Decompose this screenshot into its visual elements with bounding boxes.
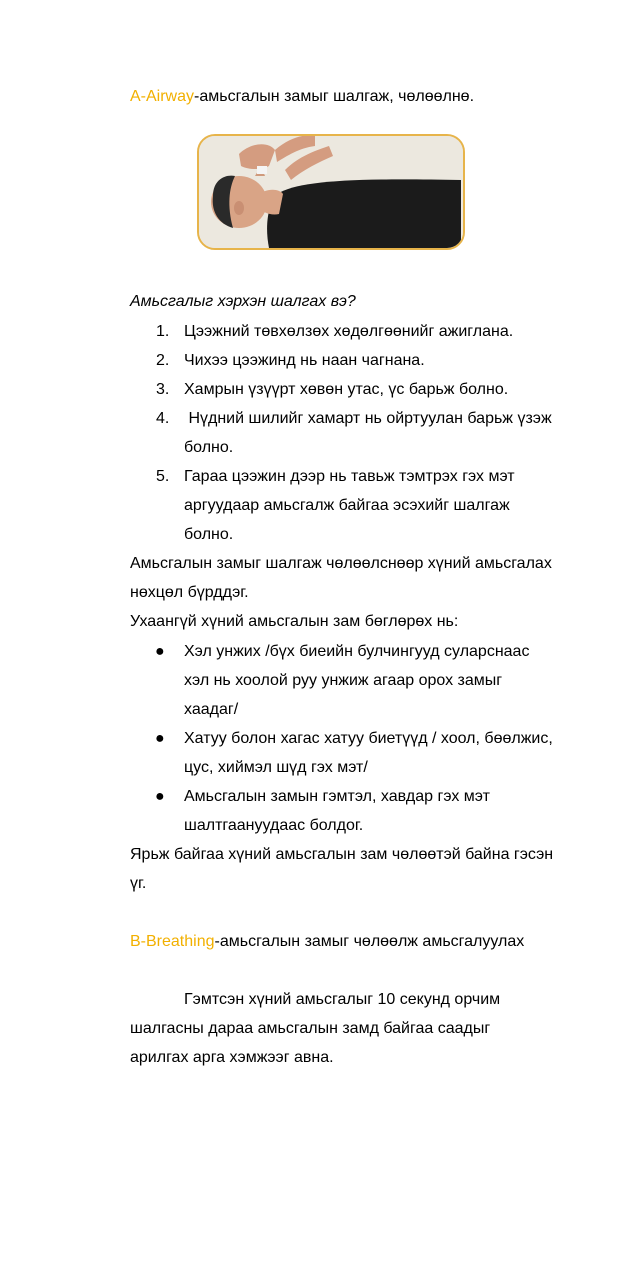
list-number: 4. [156,410,170,427]
list-item-text: Цээжний төвхөлзөх хөдөлгөөнийг ажиглана. [184,323,514,340]
section-a-label: A-Airway [130,88,195,105]
section-b-heading [130,932,524,952]
paragraph-line: Ухаангүй хүний амьсгалын зам бөглөрөх нь: [130,613,459,630]
bullet-icon: ● [155,730,165,747]
list-item-text: Гараа цээжин дээр нь тавьж тэмтрэх гэх мэт [184,468,515,485]
list-number: 1. [156,323,170,340]
section-b-text: -амьсгалын замыг чөлөөлж амьсгалуулах [214,933,525,950]
question-heading: Амьсгалыг хэрхэн шалгах вэ? [130,293,356,310]
list-item-text: аргуудаар амьсгалж байгаа эсэхийг шалгаж [184,497,510,514]
paragraph-line: нөхцөл бүрддэг. [130,584,249,601]
paragraph-line: Амьсгалын замыг шалгаж чөлөөлснөөр хүний амьсгалах [130,555,552,572]
list-item-text: болно. [184,439,234,456]
bullet-icon: ● [155,643,165,660]
airway-check-illustration [199,136,463,248]
section-a-text: -амьсгалын замыг шалгаж, чөлөөлнө. [194,88,475,105]
section-b-label: B-Breathing [130,933,215,950]
list-item-text: Чихээ цээжинд нь наан чагнана. [184,352,425,369]
list-item-text: хаадаг/ [184,701,239,718]
list-item-text: хэл нь хоолой руу унжиж агаар орох замыг [184,672,503,689]
bullet-icon: ● [155,788,165,805]
paragraph-line: шалгасны дараа амьсгалын замд байгаа саадыг [130,1020,491,1037]
list-item-text: Хэл унжих /бүх биеийн булчингууд суларснаас [184,643,530,660]
paragraph-line: арилгах арга хэмжээг авна. [130,1049,334,1066]
list-item-text: Хамрын үзүүрт хөвөн утас, үс барьж болно. [184,381,509,398]
paragraph-line: Гэмтсэн хүний амьсгалыг 10 секунд орчим [184,991,501,1008]
section-a-heading [130,87,474,107]
list-item-text: Нүдний шилийг хамарт нь ойртуулан барьж үзэж [184,410,552,427]
list-item-text: шалтгаанууд​аас болдог. [184,817,364,834]
list-number: 5. [156,468,170,485]
list-item-text: цус, хиймэл шүд гэх мэт/ [184,759,368,776]
list-number: 3. [156,381,170,398]
list-item-text: Хатуу болон хагас хатуу биетүүд / хоол, бөөлжис, [184,730,553,747]
paragraph-line: үг. [130,875,147,892]
list-number: 2. [156,352,170,369]
list-item-text: болно. [184,526,234,543]
airway-check-photo [197,134,465,250]
list-item-text: Амьсгалын замын гэмтэл, хавдар гэх мэт [184,788,490,805]
paragraph-line: Ярьж байгаа хүний амьсгалын зам чөлөөтэй байна гэсэн [130,846,554,863]
